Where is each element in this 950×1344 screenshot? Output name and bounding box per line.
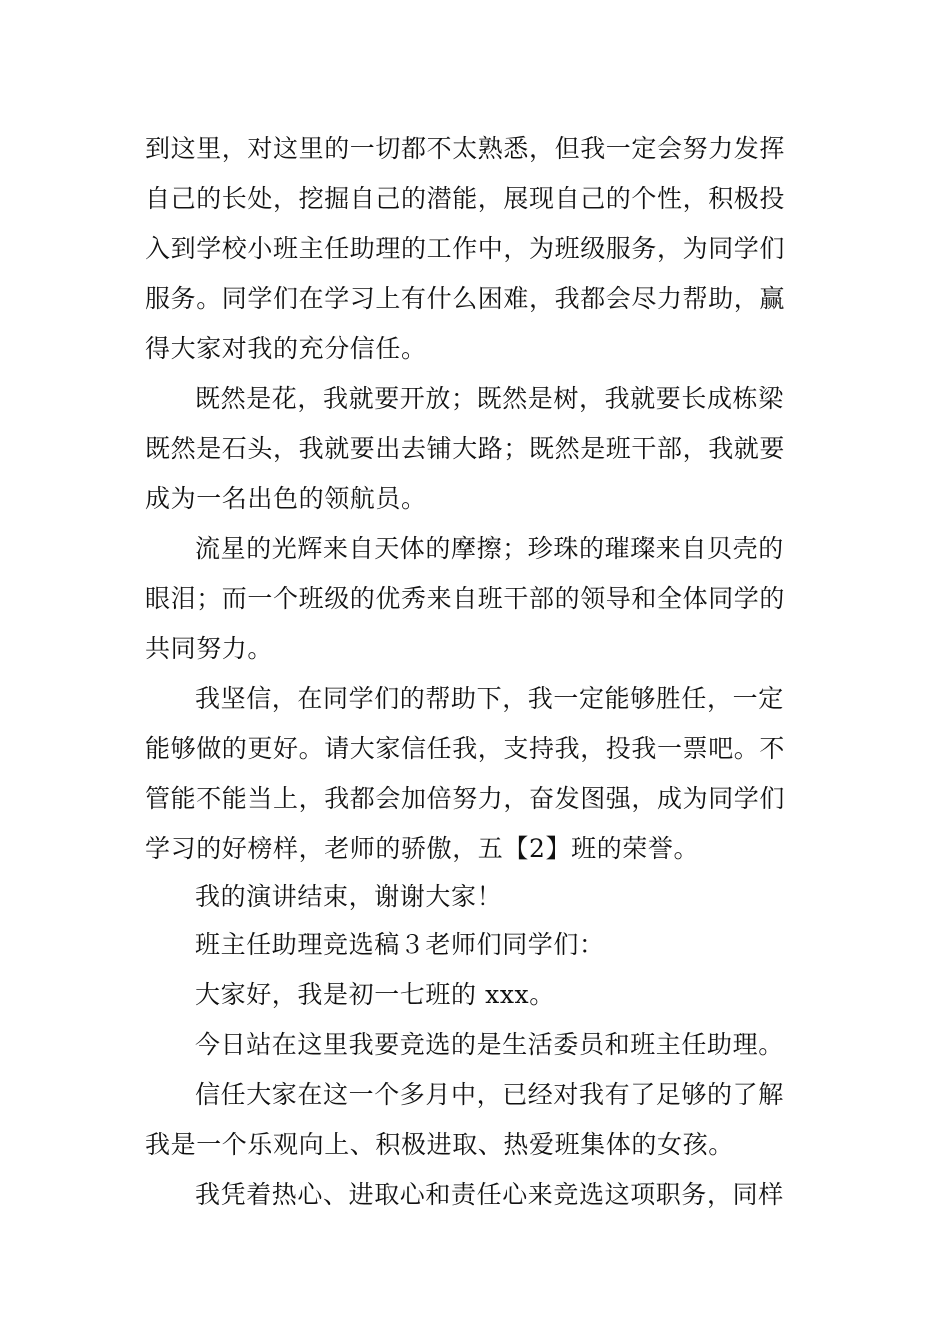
text-line: 服务。同学们在学习上有什么困难，我都会尽力帮助，赢 <box>145 284 786 313</box>
text-line: 得大家对我的充分信任。 <box>145 334 427 363</box>
text-line: 既然是花，我就要开放；既然是树，我就要长成栋梁 <box>195 384 784 413</box>
text-line: 信任大家在这一个多月中，已经对我有了足够的了解 <box>195 1080 784 1109</box>
text-line: 学习的好榜样，老师的骄傲，五【2】班的荣誉。 <box>145 834 700 863</box>
text-line: 入到学校小班主任助理的工作中，为班级服务，为同学们 <box>145 234 786 263</box>
text-line: 班主任助理竞选稿３老师们同学们： <box>195 930 605 959</box>
text-line: 眼泪；而一个班级的优秀来自班干部的领导和全体同学的 <box>145 584 786 613</box>
text-line: 既然是石头，我就要出去铺大路；既然是班干部，我就要 <box>145 434 786 463</box>
text-line: 我坚信，在同学们的帮助下，我一定能够胜任，一定 <box>195 684 784 713</box>
text-line: 到这里，对这里的一切都不太熟悉，但我一定会努力发挥 <box>145 134 786 163</box>
text-line: 能够做的更好。请大家信任我，支持我，投我一票吧。不 <box>145 734 786 763</box>
text-line: 共同努力。 <box>145 634 274 663</box>
text-line: 我是一个乐观向上、积极进取、热爱班集体的女孩。 <box>145 1130 734 1159</box>
text-line: 大家好，我是初一七班的 xxx。 <box>195 980 555 1009</box>
text-line: 管能不能当上，我都会加倍努力，奋发图强，成为同学们 <box>145 784 786 813</box>
text-line: 自己的长处，挖掘自己的潜能，展现自己的个性，积极投 <box>145 184 786 213</box>
text-line: 流星的光辉来自天体的摩擦；珍珠的璀璨来自贝壳的 <box>195 534 784 563</box>
text-line: 成为一名出色的领航员。 <box>145 484 427 513</box>
text-line: 我的演讲结束，谢谢大家！ <box>195 882 503 911</box>
text-line: 今日站在这里我要竞选的是生活委员和班主任助理。 <box>195 1030 784 1059</box>
text-line: 我凭着热心、进取心和责任心来竞选这项职务，同样 <box>195 1180 784 1209</box>
